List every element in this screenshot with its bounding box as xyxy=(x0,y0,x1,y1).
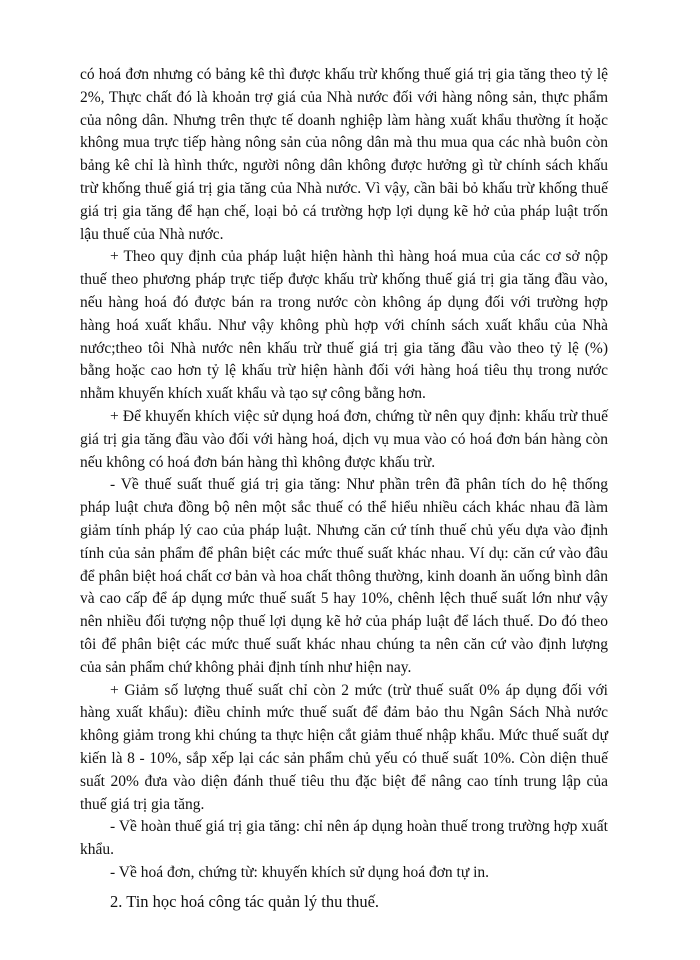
paragraph-invoices-documents: - Về hoá đơn, chứng từ: khuyến khích sử dụng hoá đơn tự in. xyxy=(110,863,490,881)
paragraph-direct-method-purchases: + Theo quy định của pháp luật hiện hành thì hàng hoá mua của các cơ sở nộp thuế theo phương pháp trực tiếp được khấu trừ khống thuế giá trị gia tăng đầu vào, nếu hàng hoá đó được bán ra trong nước còn không áp dụng đối với trường hợp hàng hoá xuất khẩu. Như vậy không phù hợp với chính sách xuất khẩu của Nhà nước;theo tôi Nhà nước nên khấu trừ thuế giá trị gia tăng đầu vào theo tỷ lệ (%) bằng hoặc cao hơn tỷ lệ khấu trừ hiện hành đối với hàng hoá tiêu thụ trong nước nhằm khuyến khích xuất khẩu và tạo sự công bằng hơn. xyxy=(80,248,608,403)
paragraph-invoice-deduction: có hoá đơn nhưng có bảng kê thì được khấu trừ khống thuế giá trị gia tăng theo tỷ lệ 2%, Thực chất đó là khoản trợ giá của Nhà nước đối với hàng nông sản, thực phẩm của nông dân. Nhưng trên thực tế doanh nghiệp làm hàng xuất khẩu thường ít hoặc không mua trực tiếp hàng nông sản của nông dân mà thu mua qua các nhà buôn còn bảng kê chỉ là hình thức, người nông dân không được hưởng gì từ chính sách khấu trừ khống thuế giá trị gia tăng của Nhà nước. Vì vậy, cần bãi bỏ khấu trừ khống thuế giá trị gia tăng để hạn chế, loại bỏ cá trường hợp lợi dụng kẽ hở của pháp luật trốn lậu thuế của Nhà nước. xyxy=(80,66,608,243)
section-heading: 2. Tin học hoá công tác quản lý thu thuế. xyxy=(110,891,380,911)
paragraph-vat-rates: - Về thuế suất thuế giá trị gia tăng: Như phần trên đã phân tích do hệ thống pháp luật chưa đồng bộ nên một sắc thuế có thể hiểu nhiều cách khác nhau đã làm giảm tính pháp lý cao của pháp luật. Nhưng căn cứ tính thuế chủ yếu dựa vào định tính của sản phẩm để phân biệt các mức thuế suất khác nhau. Ví dụ: căn cứ vào đâu để phân biệt hoá chất cơ bản và hoa chất thông thường, kinh doanh ăn uống bình dân và cao cấp để áp dụng mức thuế suất 5 hay 10%, chênh lệch thuế suất lớn như vậy nên nhiều đối tượng nộp thuế lợi dụng kẽ hở của pháp luật để lách thuế. Do đó theo tôi để phân biệt các mức thuế suất khác nhau chúng ta nên căn cứ vào định lượng của sản phẩm chứ không phải định tính như hiện nay. xyxy=(80,476,608,676)
document-page xyxy=(80,64,608,915)
paragraph-encourage-invoices: + Để khuyến khích việc sử dụng hoá đơn, chứng từ nên quy định: khấu trừ thuế giá trị gia tăng đầu vào đối với hàng hoá, dịch vụ mua vào có hoá đơn bán hàng còn nếu không có hoá đơn bán hàng thì không được khấu trừ. xyxy=(80,407,608,471)
paragraph-reduce-rates: + Giảm số lượng thuế suất chỉ còn 2 mức (trừ thuế suất 0% áp dụng đối với hàng xuất khẩu): điều chỉnh mức thuế suất để đảm bảo thu Ngân Sách Nhà nước không giảm trong khi chúng ta thực hiện cắt giảm thuế nhập khẩu. Mức thuế suất dự kiến là 8 - 10%, sắp xếp lại các sản phẩm chủ yếu có thuế suất 10%. Còn diện thuế suất 20% đưa vào diện đánh thuế tiêu thu đặc biệt để nâng cao tính trung lập của thuế giá trị gia tăng. xyxy=(80,681,608,813)
paragraph-vat-refund: - Về hoàn thuế giá trị gia tăng: chỉ nên áp dụng hoàn thuế trong trường hợp xuất khẩu. xyxy=(80,818,608,859)
